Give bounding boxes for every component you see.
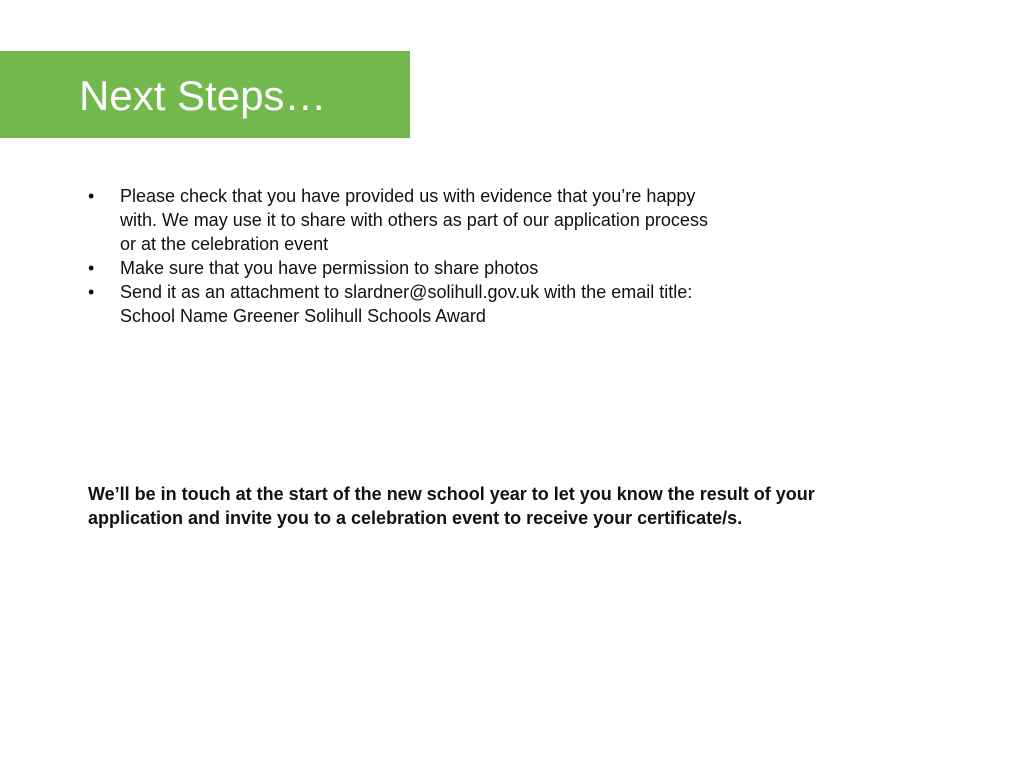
bullet-marker: • (88, 186, 95, 206)
bullet-list (88, 184, 708, 328)
bullet-text-evidence: Please check that you have provided us with evidence that you’re happy with. We may use it to share with others as part of our application process or at the celebration event (120, 186, 708, 254)
bullet-item-evidence (88, 184, 708, 256)
slide-title: Next Steps… (79, 72, 327, 119)
bullet-marker: • (88, 282, 95, 302)
bullet-item-send-email (88, 280, 708, 328)
bullet-text-permission: Make sure that you have permission to share photos (120, 258, 539, 278)
bullet-item-permission (88, 256, 708, 280)
bullet-marker: • (88, 258, 95, 278)
closing-statement: We’ll be in touch at the start of the new school year to let you know the result of your application and invite you to a celebration event to receive your certificate/s. (88, 484, 815, 528)
bullet-text-send-email: Send it as an attachment to slardner@solihull.gov.uk with the email title: School Name Greener Solihull Schools Award (120, 282, 693, 326)
